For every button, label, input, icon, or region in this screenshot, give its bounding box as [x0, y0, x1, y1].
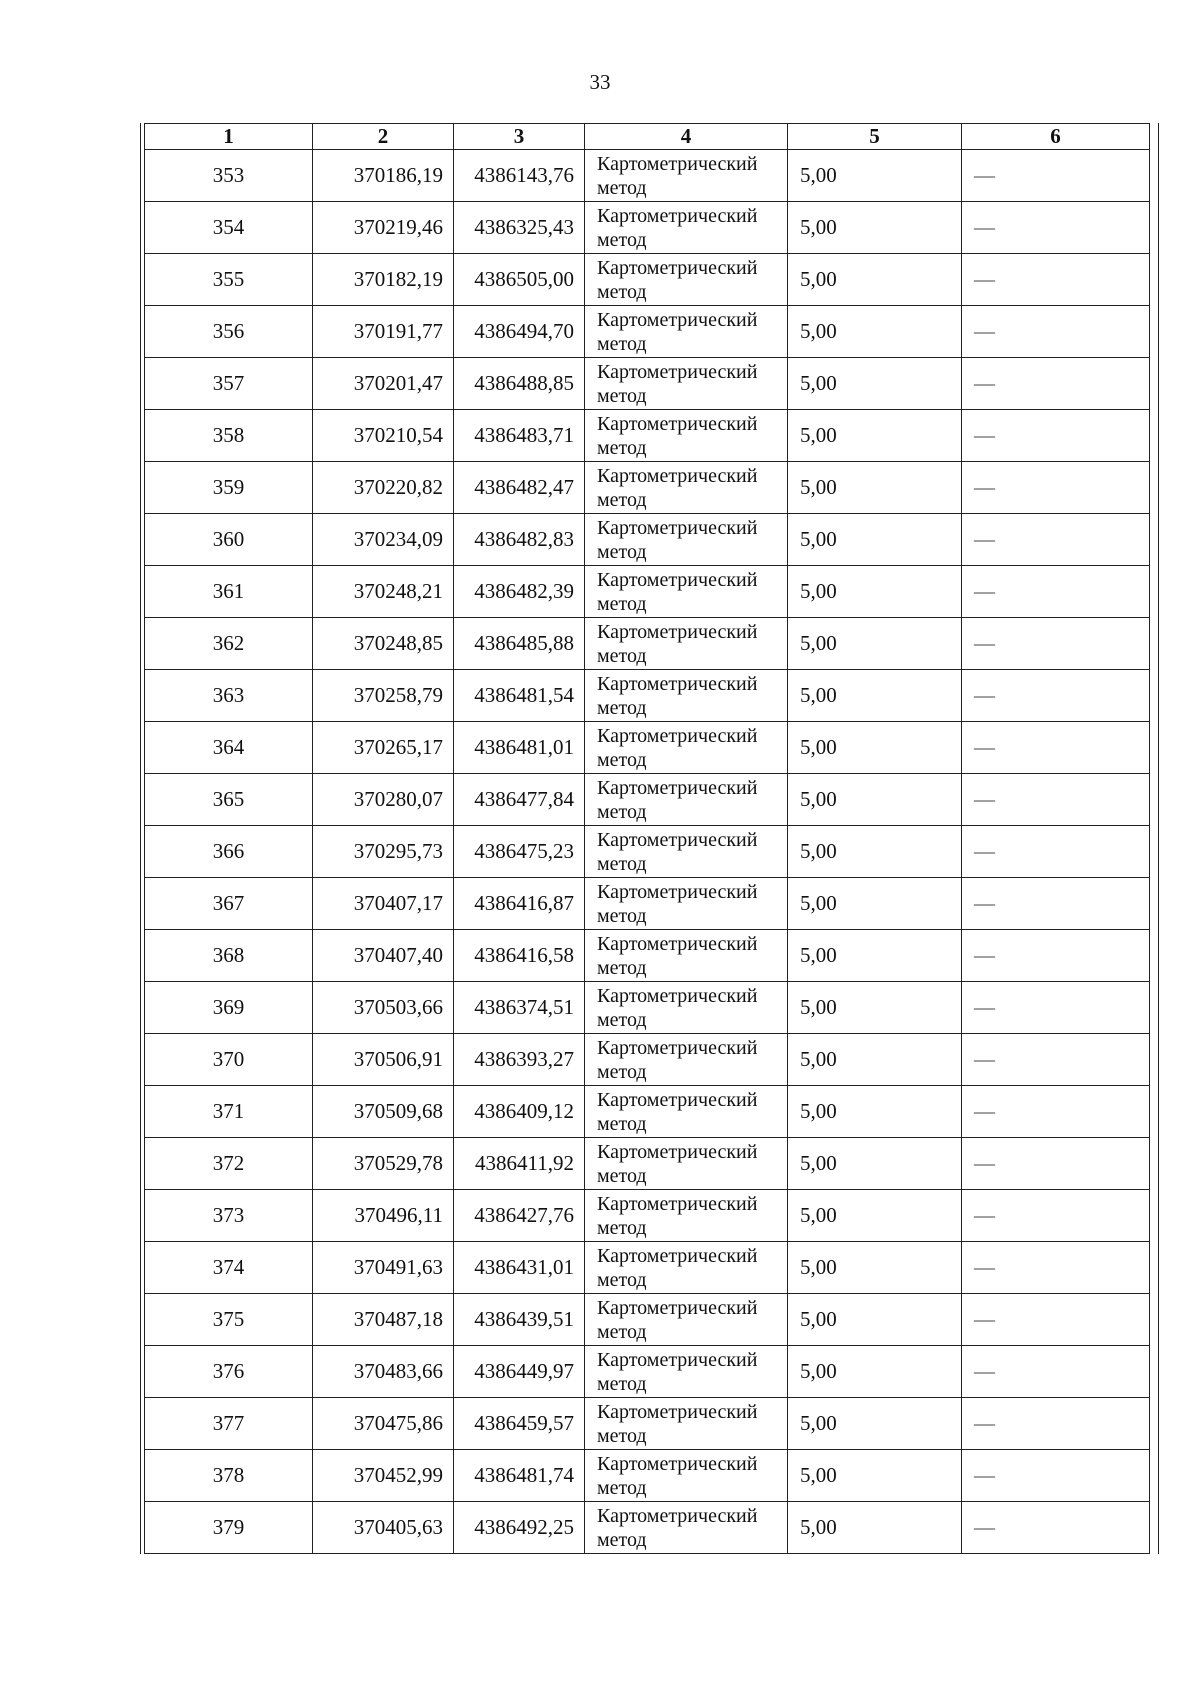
method-cell	[585, 670, 788, 722]
accuracy-value: 5,00	[788, 410, 962, 462]
method-line-2: метод	[597, 748, 647, 771]
table-row	[145, 1450, 1150, 1502]
method-line-2: метод	[597, 1476, 647, 1499]
coordinate-y: 4386481,54	[454, 670, 585, 722]
point-number: 363	[145, 670, 313, 722]
description-dash: —	[962, 1450, 1150, 1502]
accuracy-value: 5,00	[788, 306, 962, 358]
table-row	[145, 1086, 1150, 1138]
method-line-2: метод	[597, 176, 647, 199]
method-cell	[585, 1138, 788, 1190]
table-row	[145, 1034, 1150, 1086]
method-line-2: метод	[597, 228, 647, 251]
point-number: 360	[145, 514, 313, 566]
method-cell	[585, 410, 788, 462]
description-dash: —	[962, 1502, 1150, 1554]
accuracy-value: 5,00	[788, 1294, 962, 1346]
description-dash: —	[962, 982, 1150, 1034]
table-row	[145, 462, 1150, 514]
description-dash: —	[962, 150, 1150, 202]
method-line-1: Картометрический	[597, 1036, 758, 1059]
method-cell	[585, 254, 788, 306]
description-dash: —	[962, 306, 1150, 358]
coordinate-x: 370280,07	[313, 774, 454, 826]
method-cell	[585, 462, 788, 514]
table-row	[145, 202, 1150, 254]
method-line-2: метод	[597, 1060, 647, 1083]
coordinate-y: 4386483,71	[454, 410, 585, 462]
method-cell	[585, 358, 788, 410]
point-number: 372	[145, 1138, 313, 1190]
method-cell	[585, 1242, 788, 1294]
coordinate-x: 370265,17	[313, 722, 454, 774]
method-line-1: Картометрический	[597, 1140, 758, 1163]
point-number: 353	[145, 150, 313, 202]
method-cell	[585, 774, 788, 826]
method-cell	[585, 1398, 788, 1450]
description-dash: —	[962, 930, 1150, 982]
method-line-2: метод	[597, 1216, 647, 1239]
accuracy-value: 5,00	[788, 1086, 962, 1138]
coordinate-x: 370182,19	[313, 254, 454, 306]
description-dash: —	[962, 1242, 1150, 1294]
coordinate-x: 370186,19	[313, 150, 454, 202]
accuracy-value: 5,00	[788, 930, 962, 982]
method-line-1: Картометрический	[597, 1400, 758, 1423]
method-cell	[585, 878, 788, 930]
table-row	[145, 618, 1150, 670]
table-row	[145, 150, 1150, 202]
method-line-2: метод	[597, 488, 647, 511]
table-row	[145, 722, 1150, 774]
coordinate-y: 4386416,58	[454, 930, 585, 982]
accuracy-value: 5,00	[788, 358, 962, 410]
method-line-1: Картометрический	[597, 828, 758, 851]
point-number: 379	[145, 1502, 313, 1554]
point-number: 359	[145, 462, 313, 514]
table-row	[145, 670, 1150, 722]
coordinate-y: 4386488,85	[454, 358, 585, 410]
coordinate-y: 4386459,57	[454, 1398, 585, 1450]
method-line-2: метод	[597, 1112, 647, 1135]
accuracy-value: 5,00	[788, 150, 962, 202]
accuracy-value: 5,00	[788, 514, 962, 566]
coordinate-x: 370407,40	[313, 930, 454, 982]
point-number: 378	[145, 1450, 313, 1502]
accuracy-value: 5,00	[788, 618, 962, 670]
method-line-1: Картометрический	[597, 724, 758, 747]
header-col-4: 4	[585, 124, 788, 150]
accuracy-value: 5,00	[788, 1398, 962, 1450]
method-line-1: Картометрический	[597, 1088, 758, 1111]
accuracy-value: 5,00	[788, 1502, 962, 1554]
method-cell	[585, 566, 788, 618]
description-dash: —	[962, 670, 1150, 722]
method-cell	[585, 1086, 788, 1138]
method-line-1: Картометрический	[597, 1244, 758, 1267]
method-line-1: Картометрический	[597, 412, 758, 435]
point-number: 364	[145, 722, 313, 774]
coordinate-x: 370509,68	[313, 1086, 454, 1138]
point-number: 369	[145, 982, 313, 1034]
table-row	[145, 1294, 1150, 1346]
table-row	[145, 1398, 1150, 1450]
accuracy-value: 5,00	[788, 1450, 962, 1502]
coordinate-y: 4386449,97	[454, 1346, 585, 1398]
method-line-2: метод	[597, 800, 647, 823]
method-line-1: Картометрический	[597, 568, 758, 591]
method-cell	[585, 930, 788, 982]
point-number: 368	[145, 930, 313, 982]
method-cell	[585, 150, 788, 202]
coordinate-y: 4386481,74	[454, 1450, 585, 1502]
method-cell	[585, 1346, 788, 1398]
accuracy-value: 5,00	[788, 878, 962, 930]
method-line-2: метод	[597, 852, 647, 875]
method-line-1: Картометрический	[597, 360, 758, 383]
method-line-1: Картометрический	[597, 932, 758, 955]
coordinate-x: 370506,91	[313, 1034, 454, 1086]
coordinate-y: 4386416,87	[454, 878, 585, 930]
accuracy-value: 5,00	[788, 826, 962, 878]
accuracy-value: 5,00	[788, 670, 962, 722]
description-dash: —	[962, 1346, 1150, 1398]
coordinate-x: 370475,86	[313, 1398, 454, 1450]
coordinate-y: 4386439,51	[454, 1294, 585, 1346]
method-cell	[585, 1034, 788, 1086]
method-line-2: метод	[597, 384, 647, 407]
method-line-1: Картометрический	[597, 776, 758, 799]
method-line-2: метод	[597, 280, 647, 303]
table-row	[145, 1502, 1150, 1554]
method-line-2: метод	[597, 592, 647, 615]
table-row	[145, 774, 1150, 826]
point-number: 366	[145, 826, 313, 878]
description-dash: —	[962, 722, 1150, 774]
coordinate-y: 4386325,43	[454, 202, 585, 254]
point-number: 356	[145, 306, 313, 358]
header-col-6: 6	[962, 124, 1150, 150]
table-row	[145, 566, 1150, 618]
accuracy-value: 5,00	[788, 1034, 962, 1086]
method-cell	[585, 618, 788, 670]
point-number: 371	[145, 1086, 313, 1138]
method-line-1: Картометрический	[597, 308, 758, 331]
method-line-2: метод	[597, 1164, 647, 1187]
table-row	[145, 1138, 1150, 1190]
coordinate-x: 370295,73	[313, 826, 454, 878]
point-number: 365	[145, 774, 313, 826]
point-number: 377	[145, 1398, 313, 1450]
description-dash: —	[962, 462, 1150, 514]
coordinate-y: 4386481,01	[454, 722, 585, 774]
method-line-2: метод	[597, 332, 647, 355]
method-line-2: метод	[597, 1008, 647, 1031]
accuracy-value: 5,00	[788, 774, 962, 826]
method-cell	[585, 1502, 788, 1554]
method-line-1: Картометрический	[597, 464, 758, 487]
method-line-2: метод	[597, 904, 647, 927]
coordinate-y: 4386492,25	[454, 1502, 585, 1554]
accuracy-value: 5,00	[788, 202, 962, 254]
coordinate-x: 370219,46	[313, 202, 454, 254]
point-number: 355	[145, 254, 313, 306]
point-number: 358	[145, 410, 313, 462]
accuracy-value: 5,00	[788, 982, 962, 1034]
method-cell	[585, 982, 788, 1034]
description-dash: —	[962, 410, 1150, 462]
coordinate-x: 370483,66	[313, 1346, 454, 1398]
coordinate-x: 370220,82	[313, 462, 454, 514]
coordinate-x: 370248,85	[313, 618, 454, 670]
table-row	[145, 878, 1150, 930]
description-dash: —	[962, 358, 1150, 410]
coordinate-y: 4386482,83	[454, 514, 585, 566]
method-line-2: метод	[597, 1424, 647, 1447]
table-row	[145, 358, 1150, 410]
method-line-2: метод	[597, 1528, 647, 1551]
method-cell	[585, 1450, 788, 1502]
method-cell	[585, 306, 788, 358]
accuracy-value: 5,00	[788, 566, 962, 618]
point-number: 362	[145, 618, 313, 670]
coordinate-x: 370210,54	[313, 410, 454, 462]
point-number: 367	[145, 878, 313, 930]
table-row	[145, 514, 1150, 566]
coordinate-y: 4386475,23	[454, 826, 585, 878]
description-dash: —	[962, 566, 1150, 618]
accuracy-value: 5,00	[788, 1190, 962, 1242]
method-line-1: Картометрический	[597, 1192, 758, 1215]
method-line-1: Картометрический	[597, 984, 758, 1007]
coordinate-x: 370234,09	[313, 514, 454, 566]
description-dash: —	[962, 774, 1150, 826]
accuracy-value: 5,00	[788, 1138, 962, 1190]
method-cell	[585, 202, 788, 254]
description-dash: —	[962, 1138, 1150, 1190]
coordinate-x: 370191,77	[313, 306, 454, 358]
coordinate-y: 4386431,01	[454, 1242, 585, 1294]
coordinate-y: 4386494,70	[454, 306, 585, 358]
accuracy-value: 5,00	[788, 254, 962, 306]
coordinate-x: 370487,18	[313, 1294, 454, 1346]
description-dash: —	[962, 1398, 1150, 1450]
point-number: 373	[145, 1190, 313, 1242]
coordinate-x: 370452,99	[313, 1450, 454, 1502]
header-col-3: 3	[454, 124, 585, 150]
point-number: 357	[145, 358, 313, 410]
coordinates-table	[144, 123, 1150, 1554]
header-col-5: 5	[788, 124, 962, 150]
method-line-2: метод	[597, 1372, 647, 1395]
description-dash: —	[962, 1034, 1150, 1086]
method-line-1: Картометрический	[597, 672, 758, 695]
point-number: 375	[145, 1294, 313, 1346]
point-number: 376	[145, 1346, 313, 1398]
header-col-1: 1	[145, 124, 313, 150]
table-row	[145, 254, 1150, 306]
method-line-2: метод	[597, 1268, 647, 1291]
coordinate-y: 4386427,76	[454, 1190, 585, 1242]
method-line-1: Картометрический	[597, 204, 758, 227]
table-header-row	[145, 124, 1150, 150]
table-body	[145, 150, 1150, 1554]
table-row	[145, 1346, 1150, 1398]
table-row	[145, 982, 1150, 1034]
description-dash: —	[962, 254, 1150, 306]
coordinate-y: 4386482,39	[454, 566, 585, 618]
table-row	[145, 1242, 1150, 1294]
coordinate-x: 370491,63	[313, 1242, 454, 1294]
method-line-1: Картометрический	[597, 516, 758, 539]
method-line-2: метод	[597, 540, 647, 563]
method-line-1: Картометрический	[597, 1296, 758, 1319]
table-row	[145, 1190, 1150, 1242]
method-line-1: Картометрический	[597, 620, 758, 643]
point-number: 374	[145, 1242, 313, 1294]
coordinate-x: 370407,17	[313, 878, 454, 930]
accuracy-value: 5,00	[788, 462, 962, 514]
description-dash: —	[962, 1190, 1150, 1242]
method-line-1: Картометрический	[597, 880, 758, 903]
method-line-1: Картометрический	[597, 1452, 758, 1475]
coordinate-y: 4386393,27	[454, 1034, 585, 1086]
coordinate-y: 4386505,00	[454, 254, 585, 306]
description-dash: —	[962, 826, 1150, 878]
method-line-2: метод	[597, 1320, 647, 1343]
description-dash: —	[962, 514, 1150, 566]
method-cell	[585, 1190, 788, 1242]
method-line-2: метод	[597, 696, 647, 719]
point-number: 370	[145, 1034, 313, 1086]
description-dash: —	[962, 1086, 1150, 1138]
coordinates-table-frame	[140, 123, 1159, 1554]
method-line-1: Картометрический	[597, 1504, 758, 1527]
description-dash: —	[962, 202, 1150, 254]
coordinate-x: 370201,47	[313, 358, 454, 410]
coordinate-y: 4386143,76	[454, 150, 585, 202]
method-line-1: Картометрический	[597, 152, 758, 175]
coordinate-y: 4386482,47	[454, 462, 585, 514]
coordinate-y: 4386411,92	[454, 1138, 585, 1190]
coordinate-x: 370258,79	[313, 670, 454, 722]
header-col-2: 2	[313, 124, 454, 150]
method-line-1: Картометрический	[597, 256, 758, 279]
description-dash: —	[962, 878, 1150, 930]
coordinate-y: 4386374,51	[454, 982, 585, 1034]
method-line-2: метод	[597, 956, 647, 979]
accuracy-value: 5,00	[788, 1346, 962, 1398]
method-cell	[585, 722, 788, 774]
method-line-1: Картометрический	[597, 1348, 758, 1371]
table-row	[145, 930, 1150, 982]
page-number: 33	[589, 70, 611, 94]
table-row	[145, 306, 1150, 358]
table-row	[145, 410, 1150, 462]
coordinate-y: 4386477,84	[454, 774, 585, 826]
coordinate-y: 4386409,12	[454, 1086, 585, 1138]
method-cell	[585, 514, 788, 566]
coordinate-x: 370405,63	[313, 1502, 454, 1554]
description-dash: —	[962, 1294, 1150, 1346]
method-cell	[585, 826, 788, 878]
coordinate-x: 370248,21	[313, 566, 454, 618]
method-line-2: метод	[597, 436, 647, 459]
accuracy-value: 5,00	[788, 722, 962, 774]
coordinate-x: 370529,78	[313, 1138, 454, 1190]
description-dash: —	[962, 618, 1150, 670]
method-cell	[585, 1294, 788, 1346]
method-line-2: метод	[597, 644, 647, 667]
coordinate-y: 4386485,88	[454, 618, 585, 670]
coordinate-x: 370496,11	[313, 1190, 454, 1242]
point-number: 354	[145, 202, 313, 254]
coordinate-x: 370503,66	[313, 982, 454, 1034]
table-row	[145, 826, 1150, 878]
point-number: 361	[145, 566, 313, 618]
accuracy-value: 5,00	[788, 1242, 962, 1294]
